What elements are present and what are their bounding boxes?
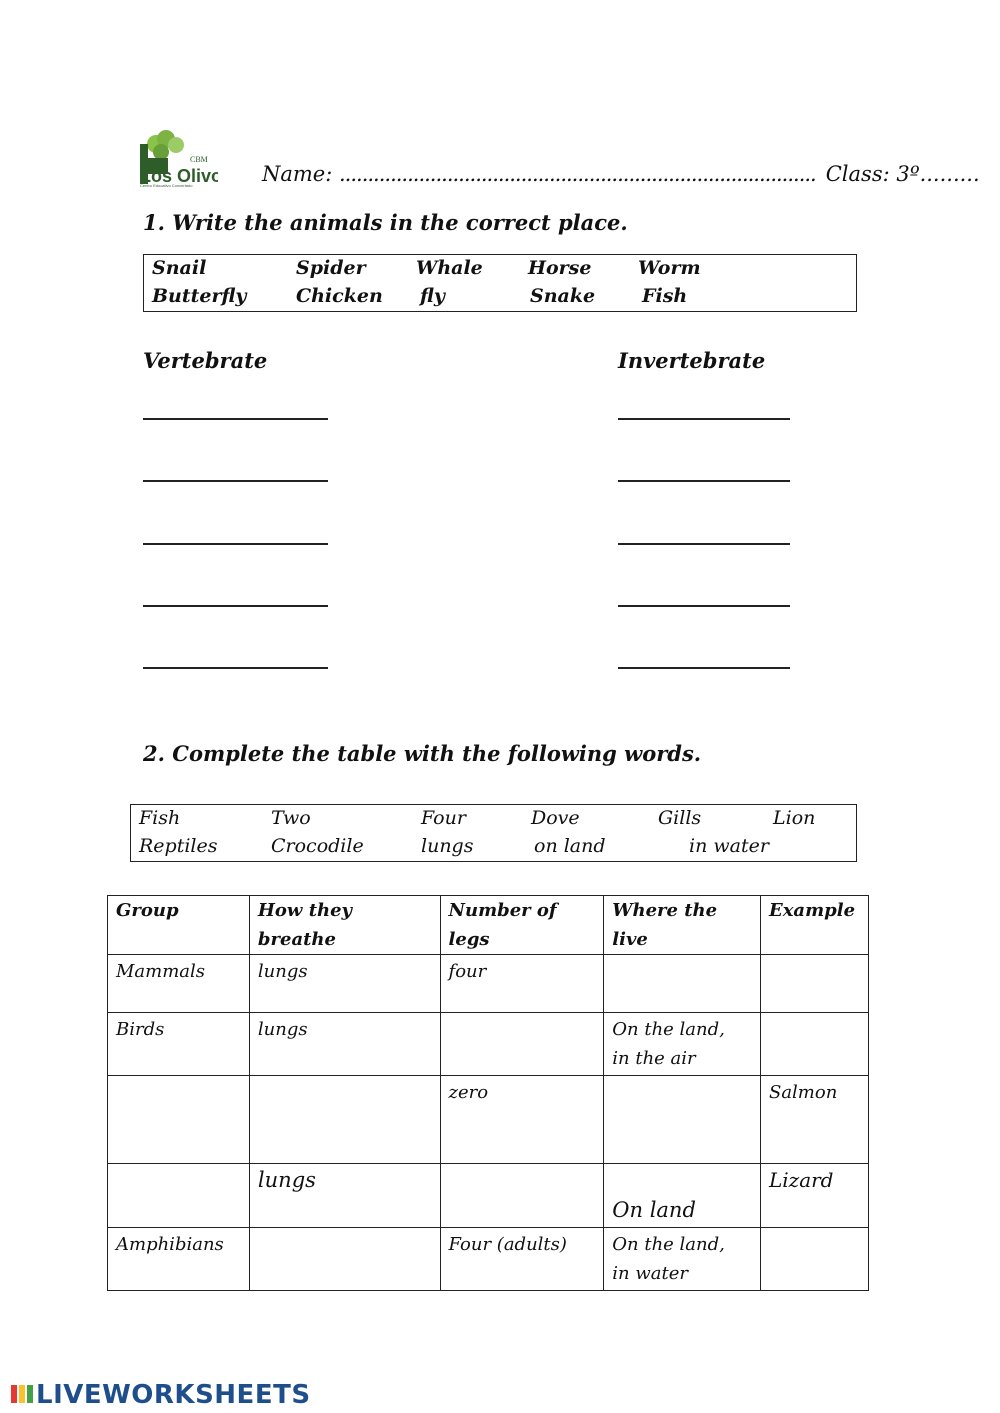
table-cell-blank[interactable] — [604, 955, 761, 1013]
word: Butterfly — [152, 285, 247, 307]
table-cell: zero — [440, 1076, 604, 1164]
word: Crocodile — [271, 835, 364, 857]
table-cell: On the land, in water — [604, 1228, 761, 1291]
word: Chicken — [296, 285, 383, 307]
word: Snail — [152, 257, 207, 279]
table-row — [108, 1076, 869, 1164]
column-header: How they breathe — [249, 896, 440, 955]
table-cell: lungs — [249, 1013, 440, 1076]
word: Snake — [530, 285, 596, 307]
word: Whale — [416, 257, 483, 279]
invertebrate-answer-line[interactable] — [618, 605, 790, 607]
vertebrate-heading: Vertebrate — [143, 348, 268, 373]
animal-groups-table — [107, 895, 869, 1291]
column-header: Example — [760, 896, 868, 955]
table-cell-blank[interactable] — [604, 1076, 761, 1164]
table-cell-blank[interactable] — [108, 1164, 250, 1228]
table-row — [108, 1228, 869, 1291]
table-cell: Four (adults) — [440, 1228, 604, 1291]
exercise1-word-bank — [143, 254, 857, 312]
column-header: Number of legs — [440, 896, 604, 955]
table-cell: On land — [604, 1164, 761, 1228]
exercise2-title: 2. Complete the table with the following words. — [143, 741, 702, 766]
word: lungs — [421, 835, 474, 857]
school-logo — [136, 130, 218, 188]
column-header: Where the live — [604, 896, 761, 955]
table-row — [108, 955, 869, 1013]
table-cell: lungs — [249, 955, 440, 1013]
table-cell-blank[interactable] — [108, 1076, 250, 1164]
table-cell-blank[interactable] — [440, 1013, 604, 1076]
word: fly — [420, 285, 445, 307]
table-header-row — [108, 896, 869, 955]
table-cell: Amphibians — [108, 1228, 250, 1291]
column-header: Group — [108, 896, 250, 955]
table-cell-blank[interactable] — [440, 1164, 604, 1228]
word: Lion — [773, 807, 816, 829]
logo-tagline: Centro Educativo Concertado — [140, 183, 193, 188]
word: in water — [689, 835, 769, 857]
table-cell: Salmon — [760, 1076, 868, 1164]
table-cell: On the land, in the air — [604, 1013, 761, 1076]
invertebrate-answer-line[interactable] — [618, 480, 790, 482]
table-cell: Mammals — [108, 955, 250, 1013]
word: Four — [421, 807, 466, 829]
word: Fish — [139, 807, 181, 829]
word: Fish — [642, 285, 688, 307]
invertebrate-answer-line[interactable] — [618, 667, 790, 669]
vertebrate-answer-line[interactable] — [143, 543, 328, 545]
table-cell: Birds — [108, 1013, 250, 1076]
name-label: Name: — [262, 162, 339, 186]
invertebrate-answer-line[interactable] — [618, 418, 790, 420]
exercise1-title: 1. Write the animals in the correct place. — [143, 210, 628, 235]
word: Worm — [638, 257, 701, 279]
liveworksheets-brand[interactable] — [10, 1380, 311, 1410]
table-cell-blank[interactable] — [760, 955, 868, 1013]
name-class-row — [262, 162, 980, 186]
invertebrate-heading: Invertebrate — [618, 348, 766, 373]
name-field[interactable]: .................................................................................... — [339, 162, 816, 186]
invertebrate-answer-line[interactable] — [618, 543, 790, 545]
word: Dove — [531, 807, 580, 829]
table-cell-blank[interactable] — [760, 1228, 868, 1291]
table-row — [108, 1164, 869, 1228]
vertebrate-answer-line[interactable] — [143, 480, 328, 482]
table-cell-blank[interactable] — [760, 1013, 868, 1076]
table-cell: Lizard — [760, 1164, 868, 1228]
vertebrate-answer-line[interactable] — [143, 605, 328, 607]
word: Two — [271, 807, 311, 829]
word: on land — [534, 835, 606, 857]
table-cell-blank[interactable] — [249, 1076, 440, 1164]
vertebrate-answer-line[interactable] — [143, 667, 328, 669]
table-cell: four — [440, 955, 604, 1013]
liveworksheets-logo-icon — [10, 1382, 34, 1406]
table-row — [108, 1013, 869, 1076]
vertebrate-answer-line[interactable] — [143, 418, 328, 420]
class-label[interactable]: Class: 3º......... — [825, 162, 980, 186]
logo-text: Los Olivo — [140, 166, 218, 186]
word: Spider — [296, 257, 366, 279]
exercise2-word-bank — [130, 804, 857, 862]
word: Gills — [658, 807, 702, 829]
brand-text: LIVEWORKSHEETS — [36, 1380, 311, 1410]
word: Reptiles — [139, 835, 218, 857]
table-cell: lungs — [249, 1164, 440, 1228]
word: Horse — [528, 257, 592, 279]
table-cell-blank[interactable] — [249, 1228, 440, 1291]
logo-badge: CBM — [190, 155, 208, 164]
